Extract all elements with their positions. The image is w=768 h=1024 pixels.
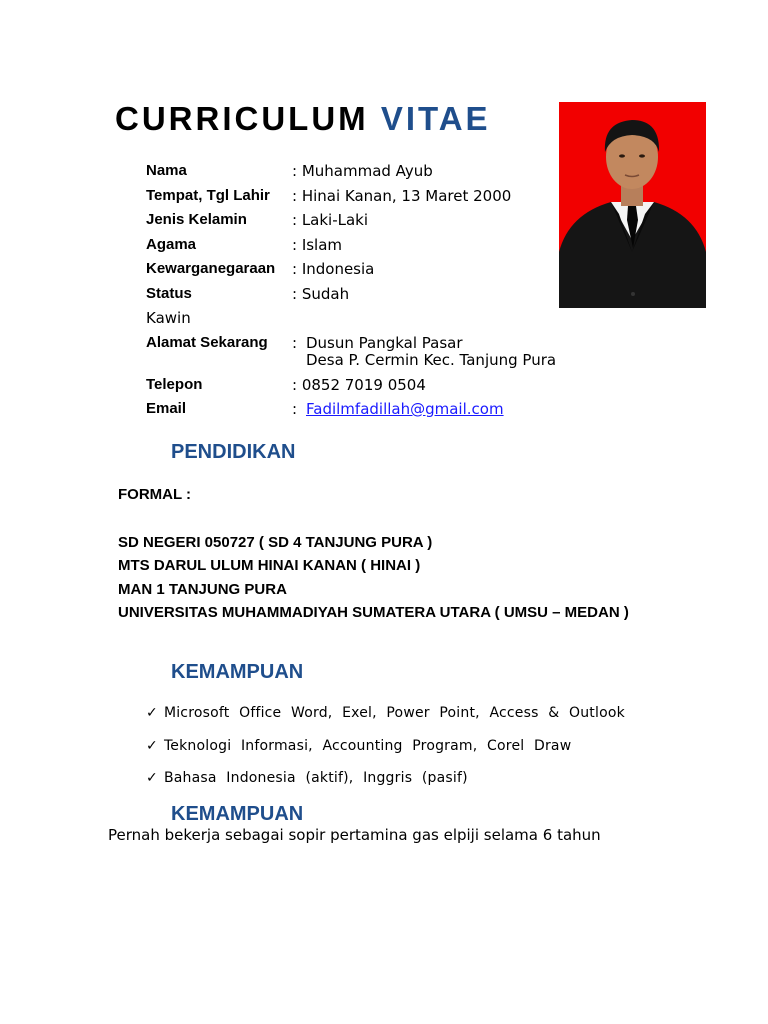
email-link[interactable]: Fadilmfadillah@gmail.com bbox=[306, 400, 504, 418]
religion-label: Agama bbox=[146, 236, 197, 253]
birth-value: : Hinai Kanan, 13 Maret 2000 bbox=[292, 187, 512, 205]
email-colon: : bbox=[292, 400, 298, 418]
skill-item bbox=[146, 705, 625, 721]
address-line-2: Desa P. Cermin Kec. Tanjung Pura bbox=[306, 351, 557, 369]
address-label: Alamat Sekarang bbox=[146, 334, 268, 351]
profile-photo bbox=[559, 102, 706, 308]
phone-label: Telepon bbox=[146, 376, 203, 393]
skills-heading: KEMAMPUAN bbox=[171, 661, 304, 683]
school-item: SD NEGERI 050727 ( SD 4 TANJUNG PURA ) bbox=[118, 534, 433, 551]
school-item: UNIVERSITAS MUHAMMADIYAH SUMATERA UTARA ( UMSU – MEDAN ) bbox=[118, 604, 629, 621]
checkmark-icon: ✓ bbox=[146, 738, 158, 754]
checkmark-icon: ✓ bbox=[146, 770, 158, 786]
skill-text: Teknologi Informasi, Accounting Program, Corel Draw bbox=[163, 738, 572, 754]
email-label: Email bbox=[146, 400, 187, 417]
gender-value: : Laki-Laki bbox=[292, 211, 369, 229]
nationality-label: Kewarganegaraan bbox=[146, 260, 276, 277]
phone-value: : 0852 7019 0504 bbox=[292, 376, 426, 394]
birth-label: Tempat, Tgl Lahir bbox=[146, 187, 270, 204]
skill-text: Microsoft Office Word, Exel, Power Point, Access & Outlook bbox=[163, 705, 625, 721]
title-vitae: VITAE bbox=[380, 100, 491, 137]
skill-item bbox=[146, 770, 468, 786]
school-item: MTS DARUL ULUM HINAI KANAN ( HINAI ) bbox=[118, 557, 421, 574]
religion-value: : Islam bbox=[292, 236, 343, 254]
address-line-1: Dusun Pangkal Pasar bbox=[306, 334, 463, 352]
skill-text: Bahasa Indonesia (aktif), Inggris (pasif) bbox=[163, 770, 468, 786]
status-value-continued: Kawin bbox=[146, 309, 191, 327]
address-colon: : bbox=[292, 334, 298, 352]
page-title bbox=[115, 100, 491, 138]
formal-label: FORMAL : bbox=[118, 486, 192, 503]
name-label: Nama bbox=[146, 162, 187, 179]
experience-heading: KEMAMPUAN bbox=[171, 803, 304, 825]
nationality-value: : Indonesia bbox=[292, 260, 375, 278]
school-item: MAN 1 TANJUNG PURA bbox=[118, 581, 287, 598]
profile-photo-illustration bbox=[559, 102, 706, 308]
checkmark-icon: ✓ bbox=[146, 705, 158, 721]
education-heading: PENDIDIKAN bbox=[171, 441, 296, 463]
status-label: Status bbox=[146, 285, 192, 302]
skill-item bbox=[146, 738, 571, 754]
status-value: : Sudah bbox=[292, 285, 350, 303]
title-curriculum: CURRICULUM bbox=[115, 100, 369, 137]
name-value: : Muhammad Ayub bbox=[292, 162, 433, 180]
gender-label: Jenis Kelamin bbox=[146, 211, 247, 228]
experience-text: Pernah bekerja sebagai sopir pertamina gas elpiji selama 6 tahun bbox=[108, 826, 601, 844]
